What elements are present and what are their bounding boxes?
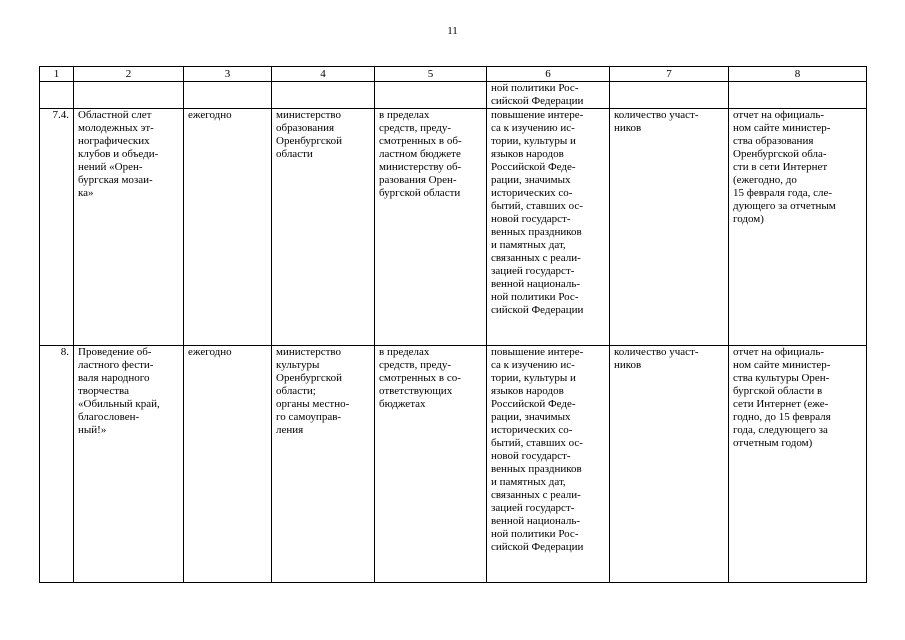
column-header: 8 [729,67,867,82]
row-number [40,82,74,109]
report-form [729,82,867,109]
column-header: 2 [74,67,184,82]
period: ежегодно [184,346,272,583]
period: ежегодно [184,109,272,346]
table-row [40,109,867,346]
table-row [40,346,867,583]
report-form: отчет на официаль- ном сайте министер- ства образования Оренбургской обла- сти в сети Интернет (ежегодно, до 15 февраля года, сле- дующего за отчетным годом) [729,109,867,346]
funding: в пределах средств, преду- смотренных в со- ответствующих бюджетах [375,346,487,583]
indicator: количество участ- ников [610,109,729,346]
executor: министерство культуры Оренбургской области; органы местно- го самоуправ- ления [272,346,375,583]
row-number: 7.4. [40,109,74,346]
column-header: 1 [40,67,74,82]
plan-table [39,66,867,583]
column-header: 5 [375,67,487,82]
report-form: отчет на официаль- ном сайте министер- ства культуры Орен- бургской области в сети Интернет (еже- годно, до 15 февраля года, следующего за отчетным годом) [729,346,867,583]
expected-result: повышение интере- са к изучению ис- тории, культуры и языков народов Российской Феде- рации, значимых исторических со- бытий, ставших ос- новой государст- венных праздников и памятных дат, связанных с реали- зацией государст- венной националь- ной политики Рос- сийской Федерации [487,109,610,346]
column-header: 4 [272,67,375,82]
indicator: количество участ- ников [610,346,729,583]
column-header: 3 [184,67,272,82]
event-name: Проведение об- ластного фести- валя народного творчества «Обильный край, благословен- ный!» [74,346,184,583]
executor: министерство образования Оренбургской области [272,109,375,346]
column-number-row [40,67,867,82]
row-number: 8. [40,346,74,583]
column-header: 7 [610,67,729,82]
table-row [40,82,867,109]
expected-result: повышение интере- са к изучению ис- тории, культуры и языков народов Российской Феде- рации, значимых исторических со- бытий, ставших ос- новой государст- венных праздников и памятных дат, связанных с реали- зацией государст- венной националь- ной политики Рос- сийской Федерации [487,346,610,583]
column-header: 6 [487,67,610,82]
expected-result: ной политики Рос- сийской Федерации [487,82,610,109]
event-name: Областной слет молодежных эт- нографических клубов и объеди- нений «Орен- бургская мозаи- ка» [74,109,184,346]
event-name [74,82,184,109]
indicator [610,82,729,109]
period [184,82,272,109]
page-number: 11 [447,25,458,37]
funding: в пределах средств, преду- смотренных в об- ластном бюджете министерству об- разования Орен- бургской области [375,109,487,346]
funding [375,82,487,109]
executor [272,82,375,109]
